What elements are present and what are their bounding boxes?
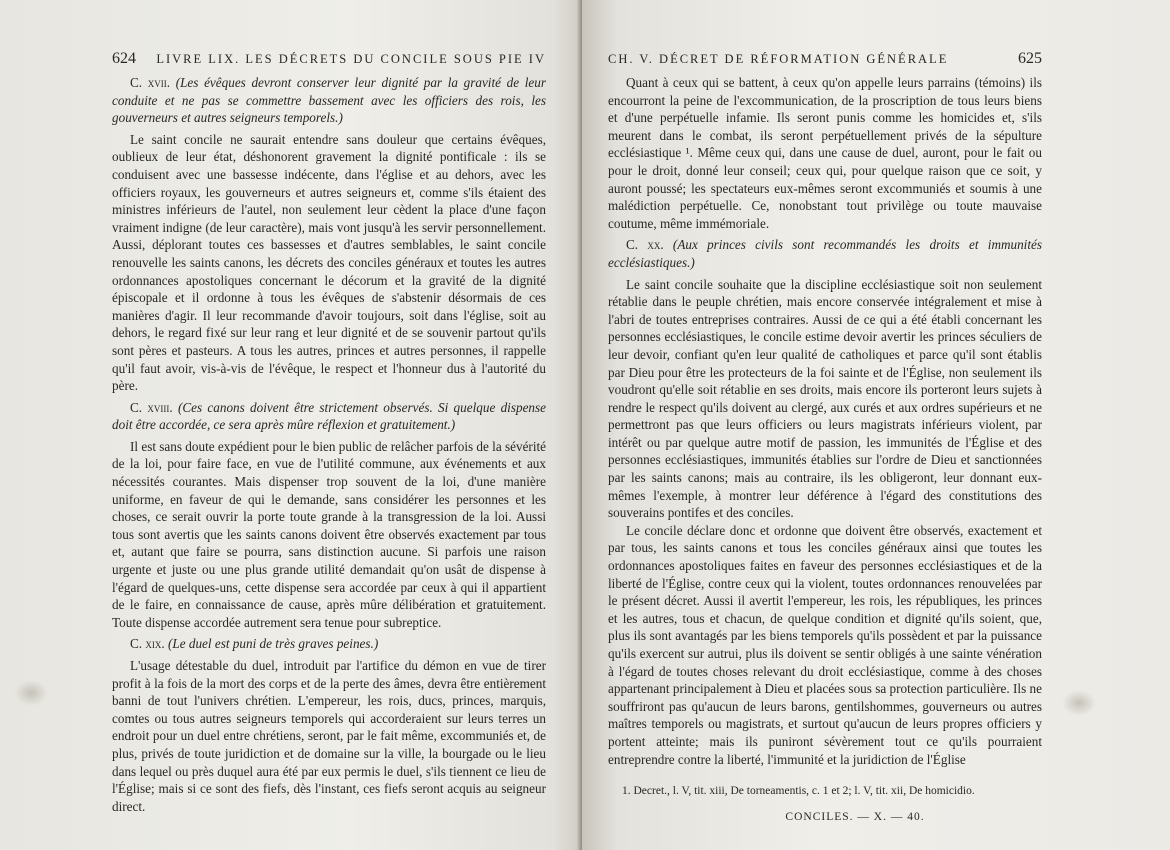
canon-heading: (Le duel est puni de très graves peines.) xyxy=(167,636,379,652)
canon-heading: (Les évêques devront conserver leur dignité par la gravité de leur conduite et ne pas se commettre bassement avec les officiers des rois, les gouverneurs et autres seigneurs temporels.) xyxy=(112,75,546,126)
canon-heading: (Ces canons doivent être strictement observés. Si quelque dispense doit être accordée, ce sera après mûre réflexion et gratuitement.) xyxy=(112,399,546,433)
page-smudge xyxy=(1062,690,1096,716)
footnote: 1. Decret., l. V, tit. xiii, De torneamentis, c. 1 et 2; l. V, tit. xii, De homicidio. xyxy=(622,785,975,798)
body-paragraph: Le saint concile souhaite que la discipline ecclésiastique soit non seulement rétablie dans le peuple chrétien, mais encore conservée intégralement et mise à l'abri de toutes entreprises contraires. Aussi de ce qui a été établi concernant les personnes ecclésiastiques, le concile estime devoir avertir les princes séculiers de leur devoir, confiant qu'en leur qualité de catholiques et parce qu'il sont établis par Dieu pour être les protecteurs de la foi sainte et de l'Église, non seulement ils voudront qu'elle soit rétablie en ses droits, mais encore ils porteront leurs sujets à rendre le respect qu'ils doivent au clergé, aux curés et aux ordres supérieurs et ne permettront pas que leurs officiers ou leurs magistrats inférieurs violent, par intérêt ou par quelque autre motif de passion, les immunités de l'Église et des personnes ecclésiastiques, immunités établies sur l'ordre de Dieu et sanctionnées par les saints canons; mais au contraire, ils les obligeront, leur donnant eux-mêmes l'exemple, à montrer leur déférence à l'égard des constitutions des souverains pontifes et des conciles. xyxy=(608,276,1042,521)
body-paragraph: Quant à ceux qui se battent, à ceux qu'on appelle leurs parrains (témoins) ils encourront la peine de l'excommunication, de la proscription de tous leurs biens et d'une perpétuelle infamie. Ils seront punis comme les homicides et, s'ils meurent dans le combat, ils seront perpétuellement privés de la sépulture ecclésiastique ¹. Même ceux qui, dans une cause de duel, auront, pour le fait ou pour le droit, donné leur conseil; ceux qui, pour quelque raison que ce soit, y auront poussé; les spectateurs eux-mêmes seront excommuniés et soumis à une malédiction perpétuelle. Ce, nonobstant tout privilège ou toute mauvaise coutume, même immémoriale. xyxy=(608,75,1042,231)
canon-title xyxy=(608,236,1042,271)
left-text-body xyxy=(112,74,546,815)
right-page xyxy=(582,0,1170,850)
right-header xyxy=(608,50,1042,68)
page-number: 625 xyxy=(1018,50,1042,67)
canon-number: C. xviii. xyxy=(130,399,173,415)
page-smudge xyxy=(14,680,48,706)
canon-title xyxy=(112,399,546,434)
canon-title xyxy=(112,74,546,127)
body-paragraph: L'usage détestable du duel, introduit par l'artifice du démon en vue de tirer profit à la fois de la mort des corps et de la perte des âmes, devra être entièrement banni de tout l'univers chrétien. L'empereur, les rois, ducs, princes, marquis, comtes ou tous autres seigneurs temporels qui accorderaient sur leurs terres un endroit pour un duel entre chrétiens, seront, par le fait même, excommuniés et, de plus, privés de toute juridiction et de domaine sur la ville, la bourgade ou le lieu dans lequel ou près duquel aura été par eux permis le duel, s'ils tiennent ce lieu de l'Église; mais si ce sont des fiefs, dès l'instant, ces fiefs seront acquis au seigneur direct. xyxy=(112,658,546,814)
page-number: 624 xyxy=(112,50,136,67)
running-head: CH. V. DÉCRET DE RÉFORMATION GÉNÉRALE xyxy=(608,52,949,66)
canon-title xyxy=(112,635,546,653)
left-header xyxy=(112,50,546,68)
body-paragraph: Le saint concile ne saurait entendre sans douleur que certains évêques, oublieux de leur état, déshonorent gravement la dignité pontificale : ils se conduisent avec une bassesse indécente, dans l'église et au dehors, avec les officiers royaux, les gouverneurs et autres seigneurs et, comme s'ils étaient des ministres inférieurs de l'autel, non seulement leur cèdent la place d'une façon vraiment indigne (de leur caractère), mais vont jusqu'à les servir personnellement. Aussi, déplorant toutes ces bassesses et d'autres semblables, le saint concile renouvelle les saints canons, les décrets des conciles généraux et toutes les autres ordonnances apostoliques concernant le décorum et la gravité de la dignité épiscopale et il ordonne à tous les évêques de s'abstenir désormais de ces manières d'agir. Il leur recommande d'avoir toujours, soit dans l'église, soit au dehors, le regard fixé sur leur rang et leur dignité et de se souvenir partout qu'ils sont pères et pasteurs. A tous les autres, princes et autres personnes, il rappelle qu'il faut avoir, vis-à-vis de l'évêque, le respect et l'honneur dus à l'autorité du père. xyxy=(112,131,546,394)
body-paragraph: Le concile déclare donc et ordonne que doivent être observés, exactement et par tous, les saints canons et tous les conciles généraux ainsi que toutes les ordonnances apostoliques faites en faveur des personnes ecclésiastiques et de la liberté de l'Église, contre ceux qui la violent, toutes ordonnances renouvelées par le présent décret. Aussi il avertit l'empereur, les rois, les républiques, les princes et les autres, tous et chacun, de quelque condition et dignité qu'ils soient, que, plus ils sont avantagés par les biens temporels qu'ils possèdent et par la puissance qu'ils exercent sur autrui, plus ils doivent se sentir obligés à une sainte vénération à l'égard de toutes choses relevant du droit ecclésiastique, comme à des choses appartenant principalement à Dieu et placées sous sa protection particulière. Ils ne souffriront pas qu'aucun de leurs barons, gentilshommes, gouverneurs ou autres maîtres temporels ou magistrats, et surtout qu'aucun de leurs propres officiers y portent atteinte; mais ils puniront sévèrement tout ce qu'ils pourraient entreprendre contre la liberté, l'immunité et la juridiction de l'Église xyxy=(608,522,1042,767)
right-text-body xyxy=(608,74,1042,768)
left-page xyxy=(0,0,582,850)
canon-number: C. xix. xyxy=(130,636,165,652)
running-head: LIVRE LIX. LES DÉCRETS DU CONCILE SOUS PIE IV xyxy=(156,52,546,66)
canon-number: C. xvii. xyxy=(130,75,171,90)
signature-mark: CONCILES. — X. — 40. xyxy=(785,810,925,823)
canon-number: C. xx. xyxy=(626,237,664,253)
body-paragraph: Il est sans doute expédient pour le bien public de relâcher parfois de la sévérité de la loi, pour faire face, en vue de l'utilité commune, aux événements et aux nécessités courantes. Mais dispenser trop souvent de la loi, d'une manière uniforme, en faveur de qui le demande, sans considérer les personnes et les choses, ce serait ouvrir la porte toute grande à la transgression de la loi. Aussi tous sont avertis que les saints canons doivent être observés exactement par tous et, autant que faire se pourra, sans distinction aucune. Si parfois une raison urgente et juste ou une plus grande utilité demandait qu'on usât de dispense à l'égard de quelques-uns, cette dispense sera accordée par ceux à qui il appartient de le faire, en connaissance de cause, après mûre délibération et gratuitement. Toute dispense accordée autrement sera tenue pour subreptice. xyxy=(112,438,546,630)
canon-heading: (Aux princes civils sont recommandés les droits et immunités ecclésiastiques.) xyxy=(608,237,1042,270)
